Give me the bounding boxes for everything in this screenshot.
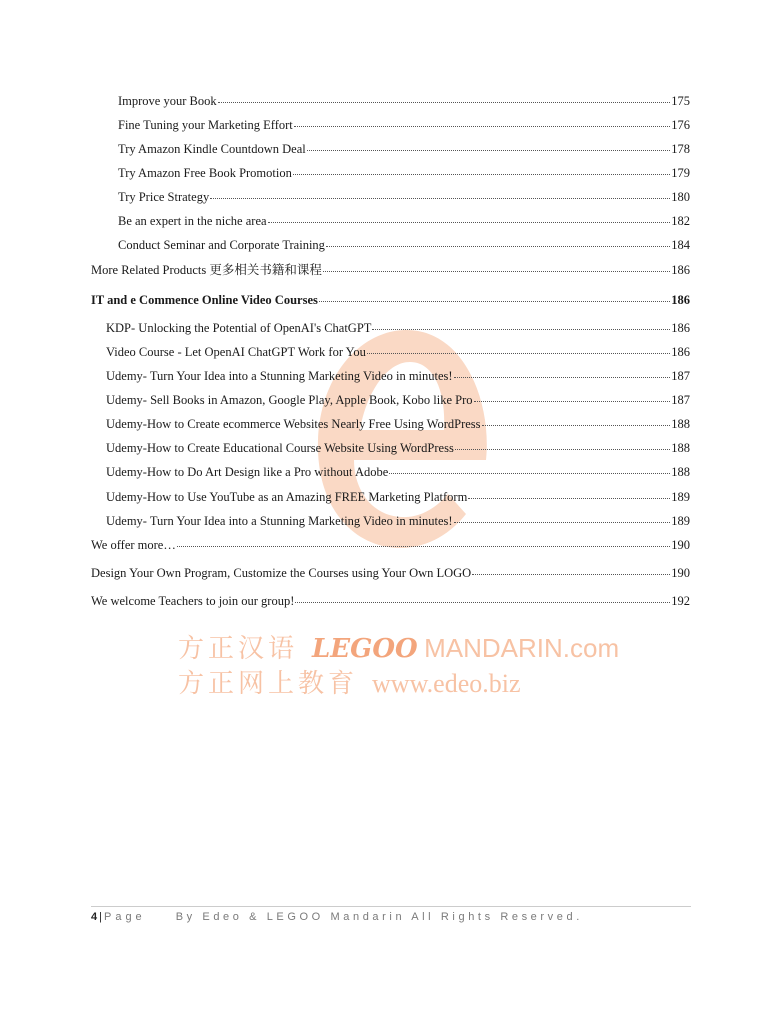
toc-entry[interactable] <box>106 368 690 384</box>
toc-leader <box>218 91 671 103</box>
toc-entry-page: 180 <box>671 190 690 204</box>
toc-entry-page: 186 <box>671 263 690 277</box>
toc-entry[interactable] <box>106 320 690 336</box>
toc-entry[interactable] <box>106 489 690 505</box>
toc-leader <box>307 139 671 151</box>
toc-entry-title: Udemy-How to Use YouTube as an Amazing FREE Marketing Platform <box>106 490 468 504</box>
toc-entry-page: 188 <box>671 441 690 455</box>
watermark-line-1 <box>178 633 619 664</box>
toc-entry-page: 179 <box>671 166 690 180</box>
toc-entry-title: Try Amazon Kindle Countdown Deal <box>118 142 306 156</box>
toc-entry-title: Udemy-How to Create ecommerce Websites Nearly Free Using WordPress <box>106 417 481 431</box>
toc-entry[interactable] <box>91 565 690 581</box>
footer-separator: | <box>99 911 102 923</box>
toc-entry[interactable] <box>118 237 690 253</box>
watermark-legoo: LEGOO <box>312 634 418 664</box>
toc-entry-title: Try Amazon Free Book Promotion <box>118 166 292 180</box>
toc-entry[interactable] <box>118 189 690 205</box>
toc-entry-page: 187 <box>671 393 690 407</box>
toc-entry[interactable] <box>106 416 690 432</box>
watermark-cn-edu: 方正网上教育 <box>178 669 359 699</box>
toc-entry-title: Udemy-How to Do Art Design like a Pro without Adobe <box>106 465 389 479</box>
watermark-mandarin-domain: MANDARIN.com <box>424 633 620 663</box>
toc-entry-title: KDP- Unlocking the Potential of OpenAI's ChatGPT <box>106 321 372 335</box>
toc-entry-page: 189 <box>671 490 690 504</box>
toc-entry[interactable] <box>118 117 690 133</box>
toc-entry[interactable] <box>118 213 690 229</box>
watermark-line-2 <box>178 669 521 699</box>
toc-entry-page: 190 <box>671 538 690 552</box>
toc-leader <box>295 591 670 603</box>
toc-entry[interactable] <box>118 93 690 109</box>
footer-page-label: Page <box>103 911 146 923</box>
toc-leader <box>468 487 670 499</box>
toc-entry[interactable] <box>106 344 690 360</box>
toc-entry[interactable] <box>91 262 690 278</box>
toc-entry-page: 188 <box>671 465 690 479</box>
toc-entry-title: We offer more… <box>91 538 176 552</box>
toc-entry-page: 186 <box>671 293 690 307</box>
toc-leader <box>372 318 670 330</box>
page-footer <box>91 910 583 924</box>
toc-leader <box>293 163 670 175</box>
toc-entry-title: Fine Tuning your Marketing Effort <box>118 118 293 132</box>
toc-entry[interactable] <box>106 392 690 408</box>
toc-entry-page: 186 <box>671 321 690 335</box>
toc-leader <box>319 290 670 302</box>
toc-entry-title: Be an expert in the niche area <box>118 214 267 228</box>
toc-leader <box>367 342 670 354</box>
toc-entry-page: 187 <box>671 369 690 383</box>
toc-entry[interactable] <box>118 141 690 157</box>
toc-entry-title: Udemy- Turn Your Idea into a Stunning Marketing Video in minutes! <box>106 514 453 528</box>
toc-entry[interactable] <box>91 593 690 609</box>
toc-entry-title: Udemy- Sell Books in Amazon, Google Play, Apple Book, Kobo like Pro <box>106 393 473 407</box>
toc-entry-title: IT and e Commence Online Video Courses <box>91 293 318 307</box>
toc-entry-page: 184 <box>671 238 690 252</box>
toc-entry[interactable] <box>91 292 690 308</box>
toc-leader <box>326 235 670 247</box>
toc-entry-title: Udemy-How to Create Educational Course Website Using WordPress <box>106 441 454 455</box>
toc-leader <box>454 366 671 378</box>
toc-entry-title: Design Your Own Program, Customize the Courses using Your Own LOGO <box>91 566 472 580</box>
toc-entry-title: Try Price Strategy <box>118 190 210 204</box>
toc-entry[interactable] <box>118 165 690 181</box>
toc-entry-page: 186 <box>671 345 690 359</box>
toc-leader <box>210 187 670 199</box>
toc-leader <box>472 563 670 575</box>
toc-leader <box>455 438 670 450</box>
toc-entry-page: 190 <box>671 566 690 580</box>
toc-leader <box>482 414 671 426</box>
footer-credit: By Edeo & LEGOO Mandarin All Rights Reserved. <box>175 911 583 923</box>
toc-entry-page: 176 <box>671 118 690 132</box>
toc-leader <box>177 535 670 547</box>
toc-entry-page: 182 <box>671 214 690 228</box>
toc-entry-page: 178 <box>671 142 690 156</box>
toc-entry-page: 188 <box>671 417 690 431</box>
toc-entry[interactable] <box>91 537 690 553</box>
toc-entry[interactable] <box>106 513 690 529</box>
footer-divider <box>91 906 691 907</box>
watermark-cn-brand: 方正汉语 <box>178 634 299 664</box>
toc-leader <box>294 115 670 127</box>
toc-entry-title: Improve your Book <box>118 94 217 108</box>
toc-entry[interactable] <box>106 464 690 480</box>
watermark-edeo-url: www.edeo.biz <box>372 669 521 698</box>
toc-entry-title: More Related Products 更多相关书籍和课程 <box>91 263 322 277</box>
toc-leader <box>474 390 671 402</box>
toc-leader <box>323 260 670 272</box>
toc-leader <box>454 511 671 523</box>
toc-entry-page: 175 <box>671 94 690 108</box>
toc-entry-title: Udemy- Turn Your Idea into a Stunning Marketing Video in minutes! <box>106 369 453 383</box>
toc-entry-page: 192 <box>671 594 690 608</box>
toc-entry-title: Video Course - Let OpenAI ChatGPT Work for You <box>106 345 366 359</box>
toc-leader <box>268 211 671 223</box>
footer-page-number: 4 <box>91 911 98 923</box>
toc-entry[interactable] <box>106 440 690 456</box>
toc-entry-page: 189 <box>671 514 690 528</box>
toc-entry-title: We welcome Teachers to join our group! <box>91 594 295 608</box>
toc-leader <box>389 462 670 474</box>
toc-entry-title: Conduct Seminar and Corporate Training <box>118 238 325 252</box>
